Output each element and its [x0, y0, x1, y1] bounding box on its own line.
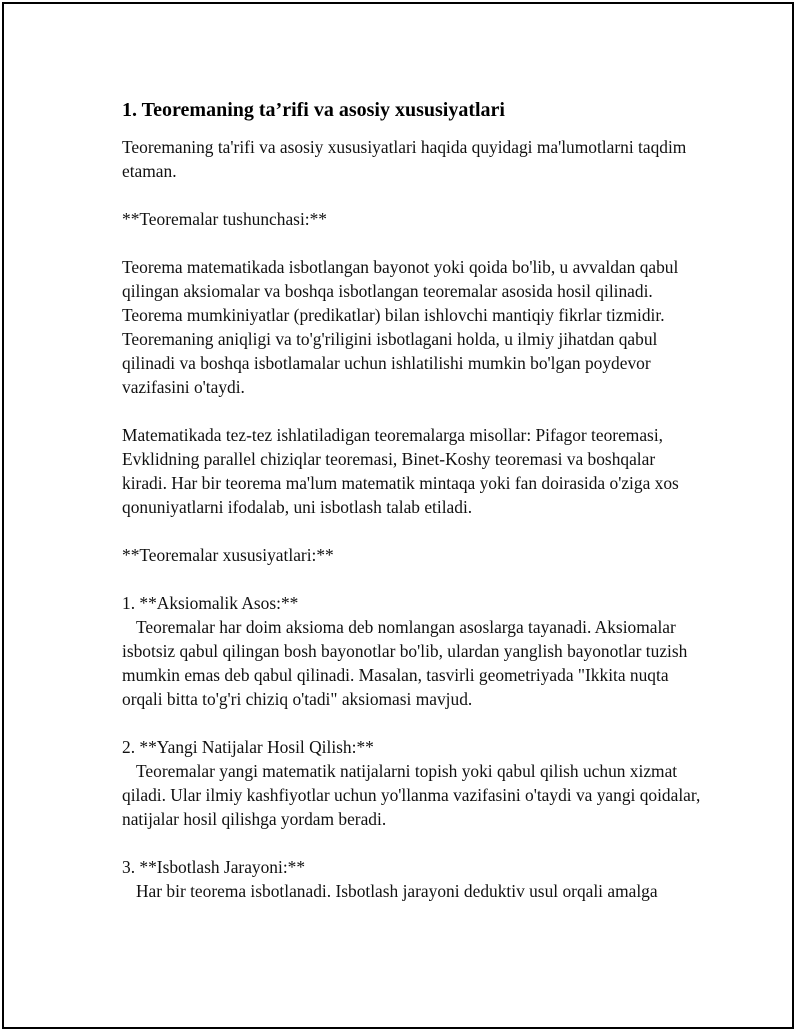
property-item-proof-process	[122, 855, 702, 903]
property-body: Teoremalar yangi matematik natijalarni topish yoki qabul qilish uchun xizmat qiladi. Ular ilmiy kashfiyotlar uchun yo'llanma vazifasini o'taydi va yangi qoidalar, natijalar hosil qilishga yordam beradi.	[122, 761, 701, 829]
property-title: 1. **Aksiomalik Asos:**	[122, 593, 299, 613]
examples-paragraph: Matematikada tez-tez ishlatiladigan teoremalarga misollar: Pifagor teoremasi, Evklidning parallel chiziqlar teoremasi, Binet-Koshy teoremasi va boshqalar kiradi. Har bir teorema ma'lum matematik mintaqa yoki fan doirasida o'ziga xos qonuniyatlarni ifodalab, uni isbotlash talab etiladi.	[122, 425, 679, 517]
property-item-axiomatic	[122, 591, 702, 711]
intro-paragraph: Teoremaning ta'rifi va asosiy xususiyatlari haqida quyidagi ma'lumotlarni taqdim etaman.	[122, 137, 687, 181]
section-title-concept: **Teoremalar tushunchasi:**	[122, 209, 327, 229]
property-title: 2. **Yangi Natijalar Hosil Qilish:**	[122, 737, 374, 757]
property-body: Teoremalar har doim aksioma deb nomlangan asoslarga tayanadi. Aksiomalar isbotsiz qabul qilingan bosh bayonotlar bo'lib, ulardan yanglish bayonotlar tuzish mumkin emas deb qabul qilinadi. Masalan, tasvirli geometriyada "Ikkita nuqta orqali bitta to'g'ri chiziq o'tadi" aksiomasi mavjud.	[122, 617, 688, 709]
section-title-properties: **Teoremalar xususiyatlari:**	[122, 545, 334, 565]
property-item-new-results	[122, 735, 702, 831]
definition-paragraph: Teorema matematikada isbotlangan bayonot yoki qoida bo'lib, u avvaldan qabul qilingan aksiomalar va boshqa isbotlangan teoremalar asosida hosil qilinadi. Teorema mumkiniyatlar (predikatlar) bilan ishlovchi mantiqiy fikrlar tizmidir. Teoremaning aniqligi va to'g'riligini isbotlagani holda, u ilmiy jihatdan qabul qilinadi va boshqa isbotlamalar uchun ishlatilishi mumkin bo'lgan poydevor vazifasini o'taydi.	[122, 257, 679, 397]
document-heading: 1. Teoremaning ta’rifi va asosiy xususiyatlari	[122, 99, 505, 121]
property-title: 3. **Isbotlash Jarayoni:**	[122, 857, 306, 877]
page-frame	[2, 2, 794, 1029]
property-body: Har bir teorema isbotlanadi. Isbotlash jarayoni deduktiv usul orqali amalga	[136, 881, 658, 901]
document-content	[122, 96, 702, 927]
